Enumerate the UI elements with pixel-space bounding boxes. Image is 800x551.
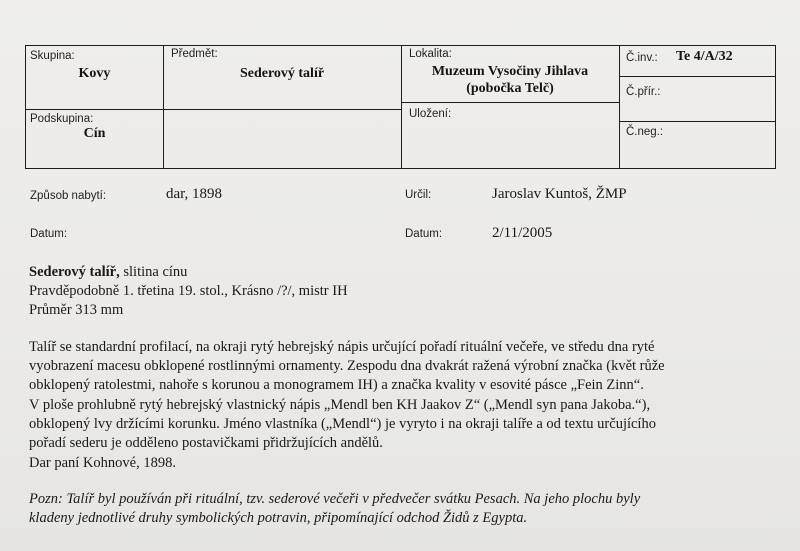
- description-line: pořadí sederu je odděleno postavičkami přidržujících andělů.: [29, 435, 383, 451]
- note-line: kladeny jednotlivé druhy symbolických potravin, připomínající odchod Židů z Egypta.: [29, 510, 528, 526]
- urcil-label: Určil:: [405, 189, 432, 201]
- table-divider: [619, 76, 775, 77]
- lokalita-label: Lokalita:: [409, 48, 452, 60]
- header-table: [25, 45, 776, 169]
- table-divider: [163, 46, 164, 168]
- summary-diameter: Průměr 313 mm: [29, 302, 124, 318]
- summary-title-line: [29, 263, 187, 282]
- summary-title-rest: slitina cínu: [119, 264, 188, 280]
- datum-label-left: Datum:: [30, 228, 68, 240]
- ulozeni-label: Uložení:: [409, 108, 452, 120]
- zpusob-nabyti-label: Způsob nabytí:: [30, 190, 107, 202]
- cneg-label: Č.neg.:: [626, 126, 664, 138]
- description-line: vyobrazení macesu obklopené rostlinnými ornamenty. Zespodu dna dvakrát ražená výrobní značka (květ růže: [29, 358, 665, 374]
- zpusob-nabyti-value: dar, 1898: [166, 186, 223, 202]
- cinv-value: Te 4/A/32: [676, 49, 733, 64]
- datum-label-right: Datum:: [405, 228, 443, 240]
- cinv-label: Č.inv.:: [626, 52, 658, 64]
- urcil-value: Jaroslav Kuntoš, ŽMP: [492, 186, 627, 202]
- description-line: Talíř se standardní profilací, na okraji rytý hebrejský nápis určující pořadí rituální večeře, ve středu dna ryté: [29, 339, 655, 355]
- description-line: V ploše prohlubně rytý hebrejský vlastnický nápis „Mendl ben KH Jaakov Z“ („Mendl syn pana Jakoba.“),: [29, 397, 651, 413]
- table-divider: [401, 102, 619, 103]
- note-line: Pozn: Talíř byl používán při rituální, tzv. sederové večeři v předvečer svátku Pesach. Na jeho plochu byly: [29, 491, 641, 507]
- description-line: obklopený lvy držícími korunku. Jméno vlastníka („Mendl“) je vyryto i na okraji talíře a od textu určujícího: [29, 416, 656, 432]
- description-line: Dar paní Kohnové, 1898.: [29, 455, 176, 471]
- predmet-label: Předmět:: [171, 48, 218, 60]
- description-line: obklopený ratolestmi, nahoře s korunou a monogramem IH) a značka kvality v esovité pásce „Fein Zinn“.: [29, 377, 644, 393]
- cprir-label: Č.přír.:: [626, 86, 661, 98]
- skupina-value: Kovy: [78, 66, 111, 81]
- skupina-label: Skupina:: [30, 50, 75, 62]
- table-divider: [26, 109, 401, 110]
- lokalita-value-line2: (pobočka Telč): [466, 81, 554, 96]
- predmet-value: Sederový talíř: [239, 66, 325, 81]
- lokalita-value-line1: Muzeum Vysočiny Jihlava: [431, 64, 589, 79]
- datum-value: 2/11/2005: [492, 225, 553, 241]
- table-divider: [619, 121, 775, 122]
- podskupina-value: Cín: [83, 126, 106, 141]
- summary-title-bold: Sederový talíř,: [29, 264, 120, 280]
- table-divider: [619, 46, 620, 168]
- summary-dating: Pravděpodobně 1. třetina 19. stol., Krásno /?/, mistr IH: [29, 283, 348, 299]
- podskupina-label: Podskupina:: [30, 113, 94, 125]
